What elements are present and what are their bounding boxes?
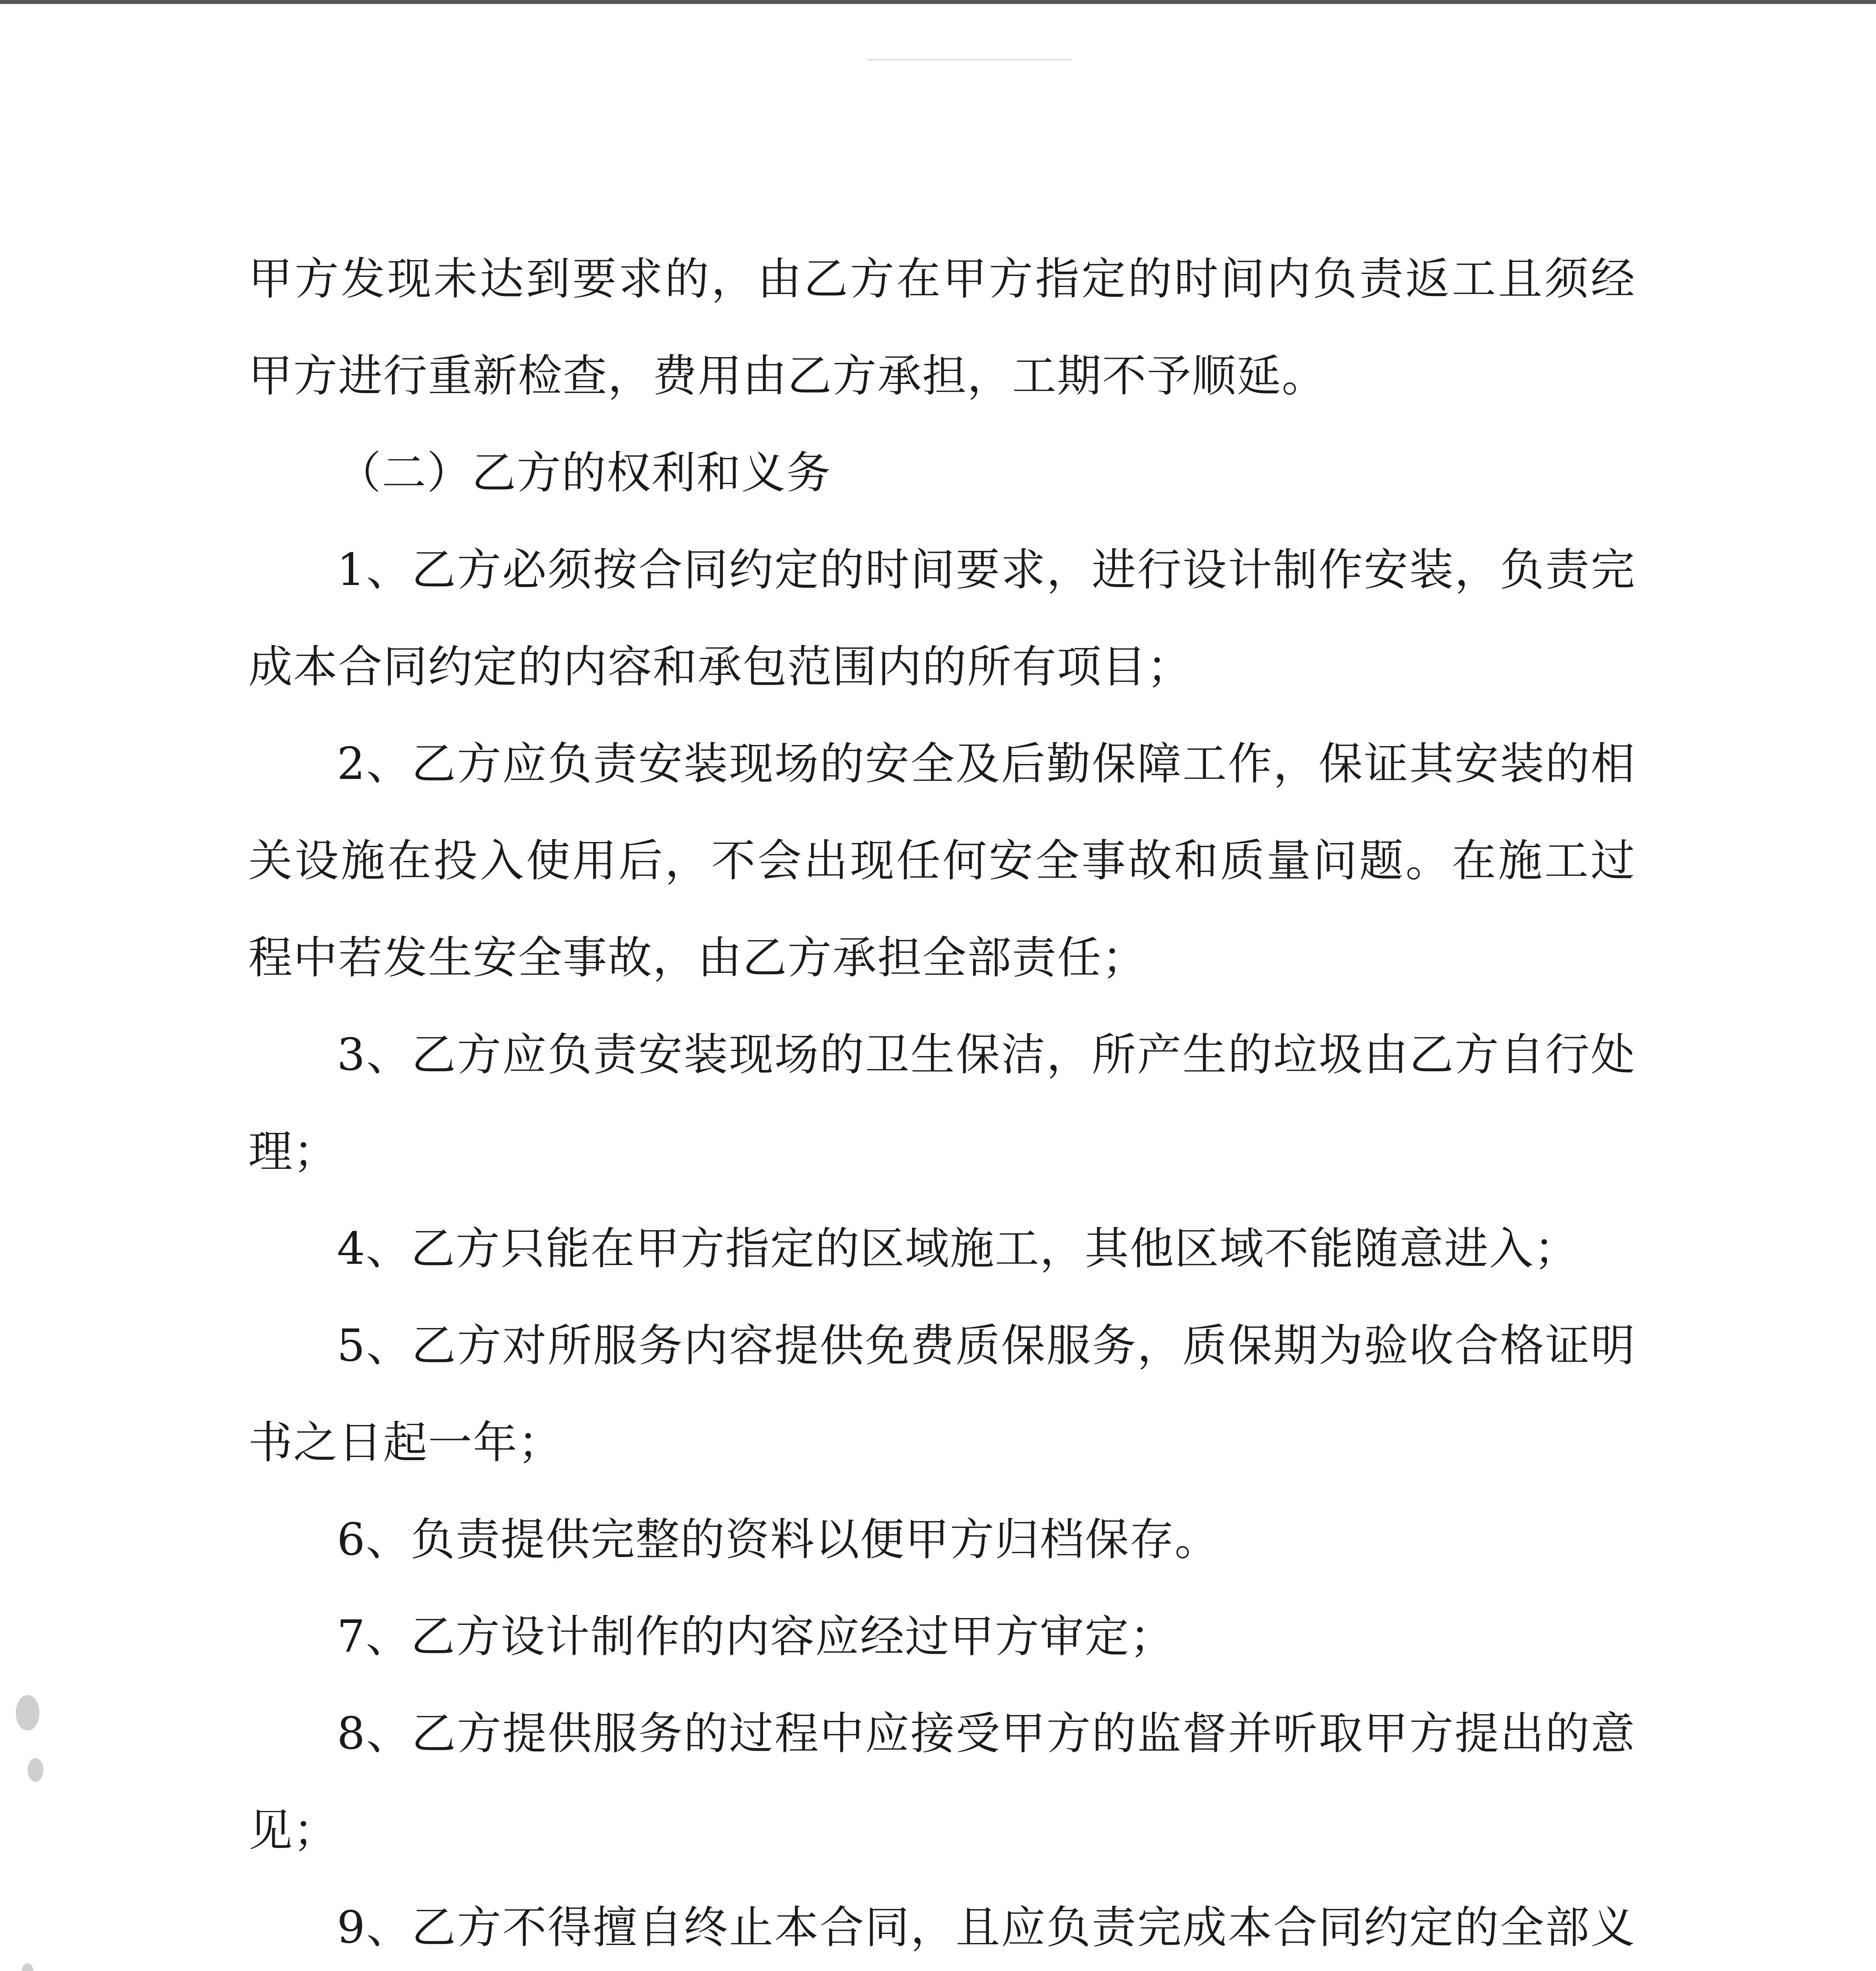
scan-speck — [16, 1695, 39, 1731]
scan-speck — [22, 1963, 34, 1971]
clause-item: 3、乙方应负责安装现场的卫生保洁，所产生的垃圾由乙方自行处理； — [248, 1029, 1636, 1177]
scan-top-edge — [0, 0, 1876, 4]
subheading-party-b-rights: （二）乙方的权利和义务 — [337, 447, 831, 499]
clause-item: 8、乙方提供服务的过程中应接受甲方的监督并听取甲方提出的意见； — [248, 1708, 1636, 1856]
clause-item: 2、乙方应负责安装现场的安全及后勤保障工作，保证其安装的相关设施在投入使用后，不会出现任何安全事故和质量问题。在施工过程中若发生安全事故，由乙方承担全部责任； — [248, 738, 1636, 984]
scan-speck — [28, 1758, 43, 1782]
clause-item: 4、乙方只能在甲方指定的区域施工，其他区域不能随意进入； — [337, 1223, 1579, 1274]
scan-faint-mark — [867, 59, 1072, 60]
paragraph-continuation: 甲方发现未达到要求的，由乙方在甲方指定的时间内负责返工且须经甲方进行重新检查，费用由乙方承担，工期不予顺延。 — [248, 253, 1636, 402]
clause-item: 9、乙方不得擅自终止本合同，且应负责完成本合同约定的全部义 — [337, 1902, 1636, 1953]
clause-item: 6、负责提供完整的资料以便甲方归档保存。 — [337, 1514, 1220, 1565]
clause-item: 5、乙方对所服务内容提供免费质保服务，质保期为验收合格证明书之日起一年； — [248, 1320, 1636, 1468]
clause-item: 1、乙方必须按合同约定的时间要求，进行设计制作安装，负责完成本合同约定的内容和承包范围内的所有项目； — [248, 544, 1636, 693]
clause-item: 7、乙方设计制作的内容应经过甲方审定； — [337, 1611, 1175, 1662]
contract-body — [248, 231, 1636, 1971]
